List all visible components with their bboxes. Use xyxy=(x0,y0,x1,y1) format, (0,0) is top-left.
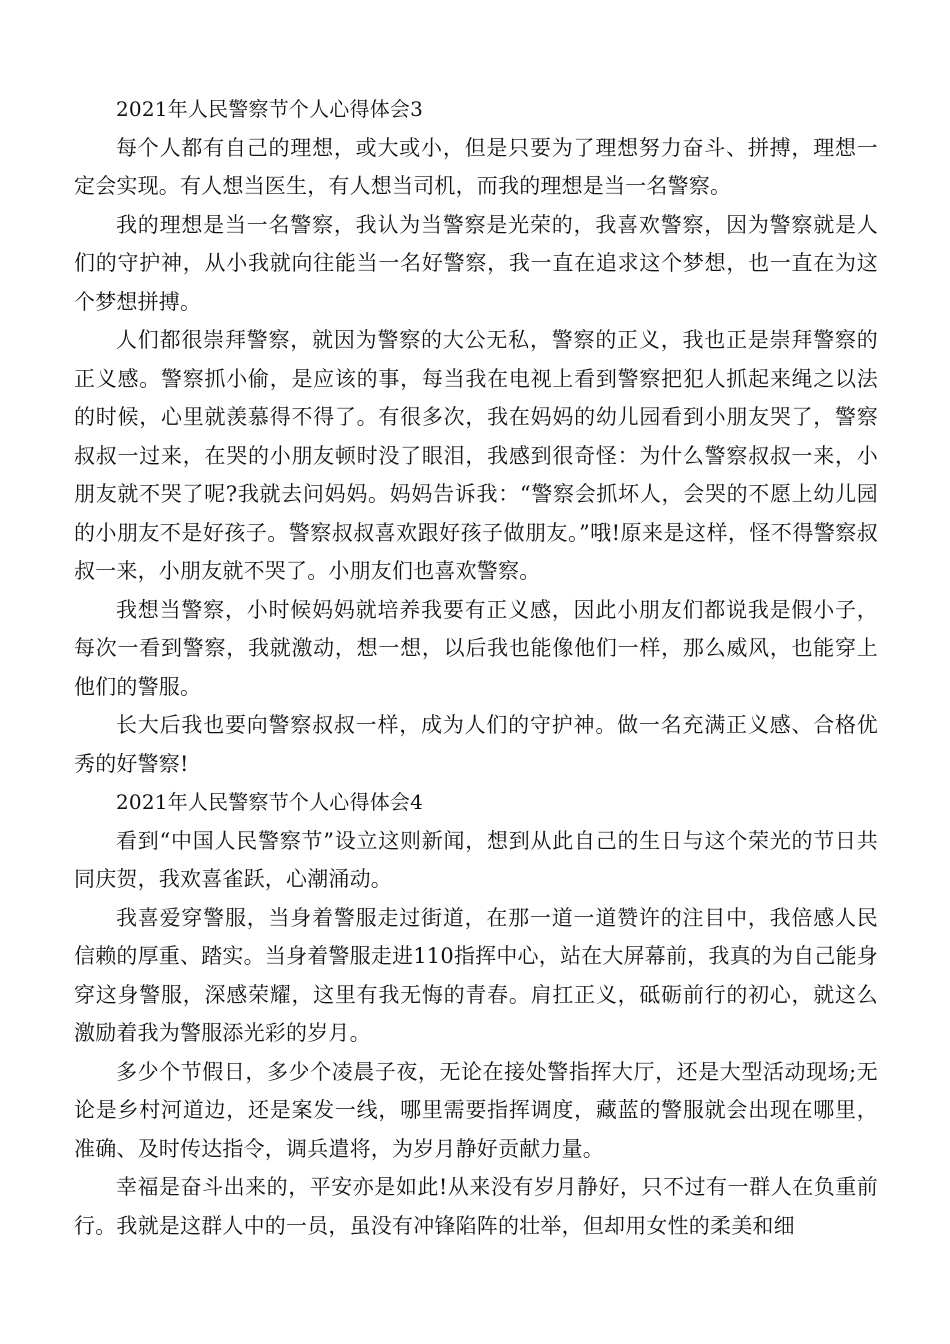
paragraph: 多少个节假日，多少个凌晨子夜，无论在接处警指挥大厅，还是大型活动现场;无论是乡村河道边，还是案发一线，哪里需要指挥调度，藏蓝的警服就会出现在哪里，准确、及时传达指令，调兵遣将，为岁月静好贡献力量。 xyxy=(74,1059,878,1161)
paragraph: 看到“中国人民警察节”设立这则新闻，想到从此自己的生日与这个荣光的节日共同庆贺，我欢喜雀跃，心潮涌动。 xyxy=(74,828,878,891)
paragraph: 长大后我也要向警察叔叔一样，成为人们的守护神。做一名充满正义感、合格优秀的好警察! xyxy=(74,713,878,776)
section-heading-3: 2021年人民警察节个人心得体会3 xyxy=(116,97,424,121)
section-heading-4: 2021年人民警察节个人心得体会4 xyxy=(116,790,424,814)
document-body xyxy=(74,90,878,1245)
paragraph: 每个人都有自己的理想，或大或小，但是只要为了理想努力奋斗、拼搏，理想一定会实现。有人想当医生，有人想当司机，而我的理想是当一名警察。 xyxy=(74,135,878,198)
paragraph: 我喜爱穿警服，当身着警服走过街道，在那一道一道赞许的注目中，我倍感人民信赖的厚重、踏实。当身着警服走进110指挥中心，站在大屏幕前，我真的为自己能身穿这身警服，深感荣耀，这里有我无悔的青春。肩扛正义，砥砺前行的初心，就这么激励着我为警服添光彩的岁月。 xyxy=(74,905,878,1045)
paragraph: 我想当警察，小时候妈妈就培养我要有正义感，因此小朋友们都说我是假小子，每次一看到警察，我就激动，想一想，以后我也能像他们一样，那么威风，也能穿上他们的警服。 xyxy=(74,597,878,699)
paragraph: 我的理想是当一名警察，我认为当警察是光荣的，我喜欢警察，因为警察就是人们的守护神，从小我就向往能当一名好警察，我一直在追求这个梦想，也一直在为这个梦想拼搏。 xyxy=(74,212,878,314)
paragraph: 幸福是奋斗出来的，平安亦是如此!从来没有岁月静好，只不过有一群人在负重前行。我就是这群人中的一员，虽没有冲锋陷阵的壮举，但却用女性的柔美和细 xyxy=(74,1175,878,1238)
paragraph: 人们都很崇拜警察，就因为警察的大公无私，警察的正义，我也正是崇拜警察的正义感。警察抓小偷，是应该的事，每当我在电视上看到警察把犯人抓起来绳之以法的时候，心里就羡慕得不得了。有很多次，我在妈妈的幼儿园看到小朋友哭了，警察叔叔一过来，在哭的小朋友顿时没了眼泪，我感到很奇怪：为什么警察叔叔一来，小朋友就不哭了呢?我就去问妈妈。妈妈告诉我：“警察会抓坏人，会哭的不愿上幼儿园的小朋友不是好孩子。警察叔叔喜欢跟好孩子做朋友。”哦!原来是这样，怪不得警察叔叔一来，小朋友就不哭了。小朋友们也喜欢警察。 xyxy=(74,328,878,583)
